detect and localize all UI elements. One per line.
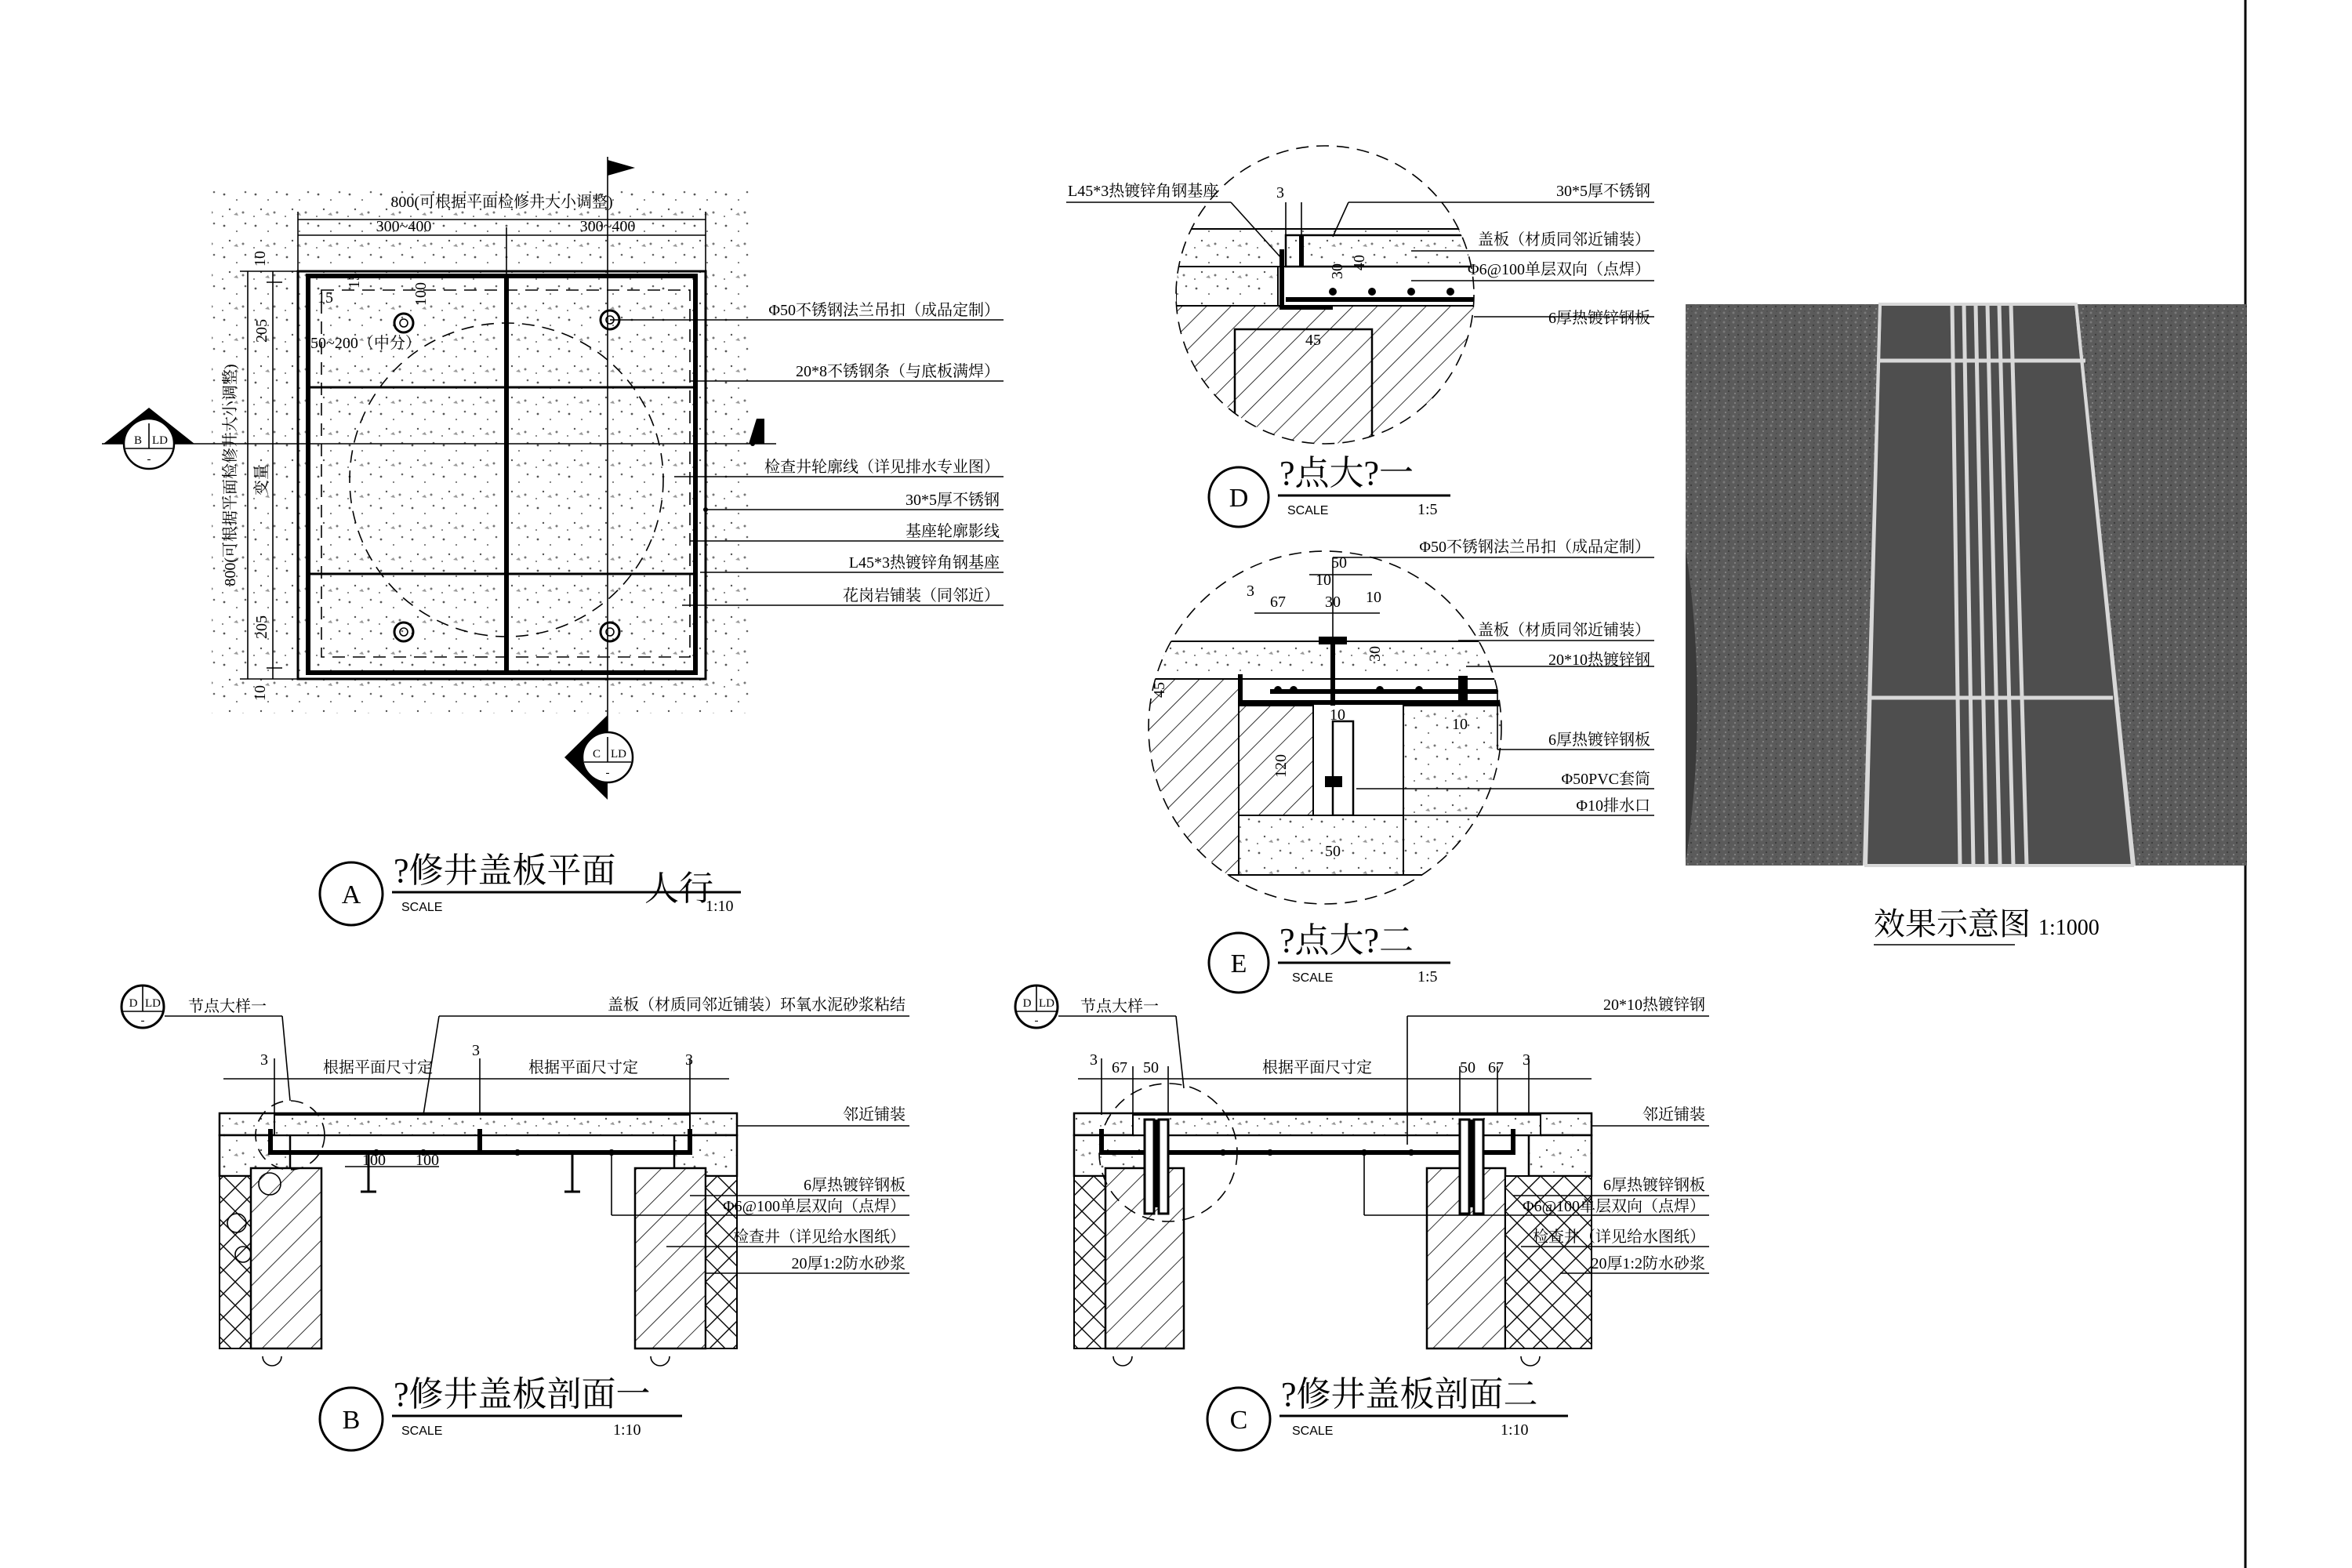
section-c-dim-mid: 根据平面尺寸定 <box>1262 1059 1372 1076</box>
section-b-title-block <box>320 1375 682 1450</box>
plan-a-dim-total: 800(可根据平面检修井大小调整) <box>390 194 613 211</box>
section-b-dim-100a: 100 <box>362 1152 386 1169</box>
section-marker-b <box>103 408 194 469</box>
svg-text:3: 3 <box>1247 583 1254 600</box>
section-c-top-label: 20*10热镀锌钢 <box>1603 996 1705 1014</box>
section-c-dim-right-50: 50 <box>1460 1059 1475 1076</box>
detail-e-scale-word: SCALE <box>1292 971 1334 985</box>
detail-d-title-block <box>1209 454 1450 527</box>
svg-text:50: 50 <box>1325 843 1341 860</box>
detail-d-label-cover: 盖板（材质同邻近铺装） <box>1478 231 1650 249</box>
svg-text:45: 45 <box>1151 682 1168 698</box>
section-c-label-paving: 邻近铺装 <box>1642 1106 1705 1123</box>
detail-d-scale-word: SCALE <box>1287 504 1329 517</box>
svg-text:40: 40 <box>1351 255 1368 270</box>
section-c-letter: C <box>1229 1406 1248 1435</box>
svg-text:30: 30 <box>1329 263 1346 279</box>
detail-e-label-plate: 6厚热镀锌钢板 <box>1548 731 1650 749</box>
plan-a-dim-right: 300~400 <box>579 218 636 235</box>
section-b-dims <box>223 1042 729 1169</box>
svg-text:120: 120 <box>1272 754 1290 778</box>
photo-caption: 效果示意图 <box>1874 906 2031 942</box>
plan-a-scale-word: SCALE <box>401 901 443 914</box>
detail-e-label-pvc: Φ50PVC套筒 <box>1561 771 1650 788</box>
svg-text:-: - <box>147 453 151 466</box>
section-b-label-plate: 6厚热镀锌钢板 <box>804 1177 906 1194</box>
section-c-scale: 1:10 <box>1501 1421 1529 1439</box>
section-c-dims <box>1078 1051 1592 1115</box>
detail-d-scale: 1:5 <box>1417 501 1438 518</box>
plan-a-label-well: 检查井轮廓线（详见排水专业图） <box>764 459 1000 476</box>
section-c-title-block <box>1207 1375 1568 1450</box>
section-c-label-mortar: 20厚1:2防水砂浆 <box>1591 1255 1705 1272</box>
detail-d-label-rebar: Φ6@100单层双向（点焊） <box>1467 261 1650 278</box>
section-b-label-paving: 邻近铺装 <box>843 1106 906 1123</box>
section-b-ref-label: 节点大样一 <box>188 998 267 1015</box>
section-c-dim-left-3: 3 <box>1090 1051 1098 1069</box>
svg-text:LD: LD <box>611 748 626 760</box>
svg-text:3: 3 <box>1276 184 1284 201</box>
section-b-label-rebar: Φ6@100单层双向（点焊） <box>722 1198 906 1215</box>
section-b <box>122 985 909 1450</box>
plan-a-dim-15b: 15 <box>346 273 363 289</box>
plan-a-title-block <box>320 851 741 925</box>
svg-text:10: 10 <box>1330 706 1345 724</box>
plan-a-dim-side: 800(可根据平面检修井大小调整) <box>222 364 239 586</box>
section-c-ref-label: 节点大样一 <box>1080 998 1159 1015</box>
detail-e-scale: 1:5 <box>1417 968 1438 985</box>
detail-e-letter: E <box>1230 949 1247 978</box>
detail-e-label-cover: 盖板（材质同邻近铺装） <box>1478 622 1650 639</box>
svg-text:LD: LD <box>1039 997 1054 1010</box>
cut-flag-icon <box>608 160 635 176</box>
section-marker-c <box>564 715 633 800</box>
section-b-letter: B <box>342 1406 361 1435</box>
svg-text:10: 10 <box>1366 589 1381 606</box>
section-b-dim-3a: 3 <box>260 1051 268 1069</box>
detail-e-label-ring: Φ50不锈钢法兰吊扣（成品定制） <box>1419 539 1650 556</box>
detail-d-label-steel: 30*5厚不锈钢 <box>1556 183 1650 200</box>
plan-a-dim-50-200: 50~200（中分） <box>310 335 421 352</box>
section-c-dim-right-67: 67 <box>1488 1059 1504 1076</box>
section-b-dim-mid-right: 根据平面尺寸定 <box>528 1059 638 1076</box>
section-c-label-well: 检查井（详见给水图纸） <box>1533 1229 1705 1246</box>
section-c-dim-left-50: 50 <box>1143 1059 1159 1076</box>
svg-text:C: C <box>592 748 601 760</box>
svg-text:D: D <box>1022 997 1032 1010</box>
svg-text:30: 30 <box>1325 593 1341 611</box>
plan-a-dim-left: 300~400 <box>376 218 432 235</box>
svg-text:LD: LD <box>145 997 161 1010</box>
plan-a-scale: 1:10 <box>706 898 734 915</box>
section-b-dim-mid-left: 根据平面尺寸定 <box>323 1059 433 1076</box>
effect-photo <box>1686 304 2247 945</box>
plan-a-label-angle: L45*3热镀锌角钢基座 <box>848 554 1000 572</box>
plan-a-label-ring: Φ50不锈钢法兰吊扣（成品定制） <box>768 302 1000 319</box>
plan-a-dim-15: 15 <box>318 289 333 307</box>
detail-d-label-plate: 6厚热镀锌钢板 <box>1548 310 1650 327</box>
section-c <box>1015 985 1709 1450</box>
detail-e <box>1145 538 1654 993</box>
svg-text:10: 10 <box>1452 716 1468 733</box>
plan-a-dim-10-bot: 10 <box>252 685 269 701</box>
svg-text:-: - <box>605 767 610 779</box>
plan-a-dim-100: 100 <box>412 282 430 306</box>
detail-e-title-block <box>1209 921 1450 993</box>
section-b-dim-3b: 3 <box>472 1042 480 1059</box>
plan-a-title: ?修井盖板平面 <box>394 851 616 890</box>
svg-text:30: 30 <box>1367 646 1384 662</box>
detail-d-letter: D <box>1229 484 1249 513</box>
svg-text:B: B <box>133 434 143 447</box>
svg-text:LD: LD <box>152 434 168 447</box>
section-c-dim-left-67: 67 <box>1112 1059 1127 1076</box>
detail-d <box>1066 146 1654 527</box>
detail-d-label-angle: L45*3热镀锌角钢基座 <box>1068 183 1219 200</box>
plan-a-label-bar: 20*8不锈钢条（与底板满焊） <box>796 363 1000 380</box>
section-b-label-well: 检查井（详见给水图纸） <box>733 1229 906 1246</box>
svg-text:-: - <box>1034 1014 1039 1027</box>
plan-a-title-suffix: 人行 <box>644 869 713 908</box>
plan-a-label-granite: 花岗岩铺装（同邻近） <box>843 587 1000 604</box>
svg-text:45: 45 <box>1305 332 1321 349</box>
detail-d-title: ?点大?一 <box>1279 454 1414 492</box>
svg-text:-: - <box>140 1014 145 1027</box>
plan-a-label-steel: 30*5厚不锈钢 <box>906 492 1000 509</box>
section-b-scale-word: SCALE <box>401 1425 443 1438</box>
detail-e-title: ?点大?二 <box>1279 921 1414 960</box>
svg-text:D: D <box>129 997 138 1010</box>
section-b-scale: 1:10 <box>613 1421 641 1439</box>
svg-text:50: 50 <box>1331 554 1347 572</box>
section-b-dim-3c: 3 <box>685 1051 693 1069</box>
plan-a <box>102 157 1004 925</box>
section-b-ref-marker <box>122 985 290 1101</box>
section-b-title: ?修井盖板剖面一 <box>394 1375 651 1414</box>
svg-text:10: 10 <box>1316 572 1331 589</box>
photo-scale: 1:1000 <box>2038 916 2100 940</box>
plan-a-letter: A <box>341 880 361 909</box>
plan-a-dim-205-bot: 205 <box>253 615 270 639</box>
detail-e-label-flat: 20*10热镀锌钢 <box>1548 652 1650 669</box>
section-c-title: ?修井盖板剖面二 <box>1281 1375 1538 1414</box>
section-c-dim-right-3: 3 <box>1523 1051 1530 1069</box>
section-b-dim-100b: 100 <box>416 1152 439 1169</box>
section-c-label-plate: 6厚热镀锌钢板 <box>1603 1177 1705 1194</box>
section-c-label-rebar: Φ6@100单层双向（点焊） <box>1522 1198 1705 1215</box>
section-c-scale-word: SCALE <box>1292 1425 1334 1438</box>
plan-a-dim-205-top: 205 <box>253 319 270 343</box>
svg-text:67: 67 <box>1270 593 1286 611</box>
plan-a-label-base-outline: 基座轮廓影线 <box>906 523 1000 540</box>
plan-a-var-label: 变量 <box>253 464 270 495</box>
section-b-top-label: 盖板（材质同邻近铺装）环氧水泥砂浆粘结 <box>608 996 906 1014</box>
plan-a-dim-10-top: 10 <box>252 251 269 267</box>
detail-e-label-drain: Φ10排水口 <box>1576 797 1650 815</box>
section-b-label-mortar: 20厚1:2防水砂浆 <box>791 1255 906 1272</box>
